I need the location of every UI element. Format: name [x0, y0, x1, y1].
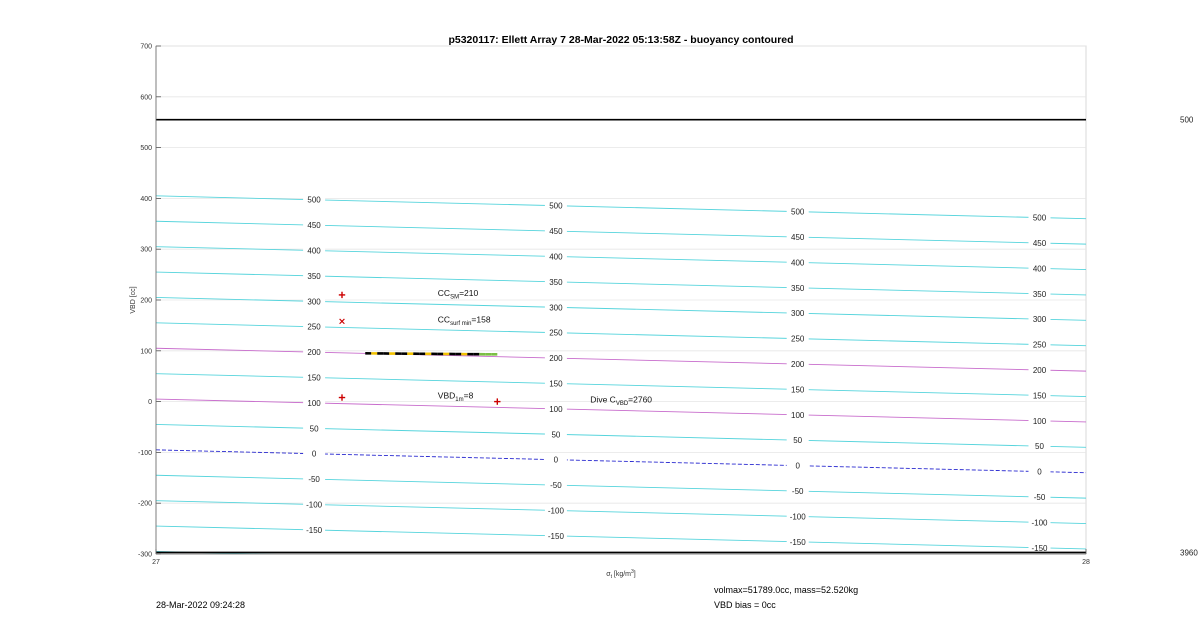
- contour-label: 100: [791, 410, 805, 420]
- contour-label: -100: [547, 506, 564, 516]
- dive-trace: [365, 353, 497, 354]
- contour-label: 350: [791, 283, 805, 293]
- contour-label: 400: [1032, 264, 1047, 274]
- y-tick-label: -100: [137, 449, 152, 457]
- x-tick-label: 28: [1082, 559, 1090, 566]
- annotation-suffix: =2760: [628, 394, 653, 405]
- contour-label: 400: [307, 246, 321, 256]
- y-tick-label: 500: [140, 145, 152, 153]
- y-tick-label: 600: [140, 94, 152, 102]
- contour-label: 350: [549, 277, 563, 287]
- y-axis-label: VBD [cc]: [130, 286, 137, 314]
- x-axis-label: [606, 569, 636, 580]
- contour-label: -50: [1033, 492, 1046, 502]
- contour-label: 50: [1035, 442, 1044, 452]
- annotation-sub: surf min: [450, 320, 472, 327]
- contour-label: -50: [550, 481, 562, 491]
- contour-label: 0: [553, 455, 559, 465]
- y-tick-label: 700: [140, 43, 152, 51]
- contour-label: -150: [789, 537, 806, 547]
- contour-label: 500: [1032, 213, 1047, 223]
- x-axis-label-main: σ: [606, 571, 611, 578]
- contour-label: 500: [307, 195, 321, 205]
- contour-label: 100: [549, 404, 563, 414]
- contour-label: 50: [793, 436, 803, 446]
- annotation-main: VBD: [437, 390, 456, 401]
- y-tick-label: 0: [148, 399, 152, 407]
- contour-label: -100: [789, 512, 806, 522]
- x-axis-label-unit: [kg/m: [611, 571, 632, 578]
- contour-label: 200: [1032, 365, 1047, 375]
- contour-label: 450: [791, 233, 805, 243]
- contour-label: -50: [308, 475, 320, 485]
- reference-label: 3960: [1180, 548, 1198, 558]
- contour-label: 500: [791, 207, 805, 217]
- contour-label: 450: [549, 227, 563, 237]
- x-tick-label: 27: [152, 559, 160, 566]
- annotation-suffix: =8: [463, 390, 474, 401]
- contour-label: 0: [1037, 467, 1042, 477]
- contour-label: 300: [307, 297, 321, 307]
- contour-label: 250: [791, 334, 805, 344]
- y-tick-label: -300: [137, 551, 152, 559]
- contour-label: 300: [791, 309, 805, 319]
- annotation-main: CC: [437, 314, 451, 325]
- footer-timestamp: 28-Mar-2022 09:24:28: [156, 600, 246, 610]
- annotation-main: CC: [437, 287, 451, 298]
- contour-label: 150: [549, 379, 563, 389]
- contour-label: 450: [1032, 238, 1047, 248]
- contour-label: -150: [306, 525, 323, 535]
- contour-label: 200: [791, 360, 805, 370]
- contour-label: 300: [1032, 315, 1047, 325]
- contour-label: 0: [795, 461, 800, 471]
- y-tick-label: -200: [137, 500, 152, 508]
- annotation-sub: SM: [450, 294, 460, 301]
- y-tick-label: 100: [140, 348, 152, 356]
- annotation-sub: VBD: [615, 401, 629, 408]
- y-tick-label: 300: [140, 246, 152, 254]
- chart-title: p5320117: Ellett Array 7 28-Mar-2022 05:13:58Z - buoyancy contoured: [448, 34, 794, 46]
- contour-label: 0: [311, 449, 317, 459]
- contour-label: 150: [307, 373, 321, 383]
- contour-label: 100: [1032, 416, 1047, 426]
- annotation-suffix: =210: [459, 287, 479, 298]
- contour-label: -150: [547, 531, 564, 541]
- x-axis-label-sup: 3: [631, 569, 634, 575]
- contour-label: -150: [1031, 543, 1048, 553]
- contour-label: 350: [307, 271, 321, 281]
- annotation-sub: 1m: [455, 397, 464, 404]
- contour-label: 100: [307, 398, 321, 408]
- contour-label: 400: [791, 258, 805, 268]
- contour-label: 150: [1032, 391, 1047, 401]
- contour-label: 50: [309, 424, 319, 434]
- contour-label: 200: [549, 354, 563, 364]
- annotation-suffix: =158: [471, 314, 491, 325]
- footer-volmax: volmax=51789.0cc, mass=52.520kg: [714, 585, 859, 595]
- footer-vbd-bias: VBD bias = 0cc: [714, 600, 776, 610]
- contour-label: 50: [551, 430, 561, 440]
- contour-label: -100: [306, 500, 323, 510]
- contour-label: 300: [549, 303, 563, 313]
- x-axis-label-end: ]: [633, 571, 636, 578]
- contour-label: 250: [307, 322, 321, 332]
- contour-label: 500: [549, 201, 563, 211]
- y-tick-label: 400: [140, 195, 152, 203]
- contour-label: 350: [1032, 289, 1047, 299]
- y-tick-label: 200: [140, 297, 152, 305]
- contour-label: 150: [791, 385, 805, 395]
- x-axis-label-sub: t: [610, 574, 612, 580]
- contour-label: 400: [549, 252, 563, 262]
- contour-label: 200: [307, 348, 321, 358]
- reference-label: 500: [1180, 115, 1194, 125]
- contour-label: 450: [307, 221, 321, 231]
- contour-label: -50: [791, 487, 804, 497]
- annotation-main: Dive C: [590, 394, 616, 405]
- contour-label: 250: [549, 328, 563, 338]
- contour-label: 250: [1032, 340, 1047, 350]
- contour-label: -100: [1031, 518, 1048, 528]
